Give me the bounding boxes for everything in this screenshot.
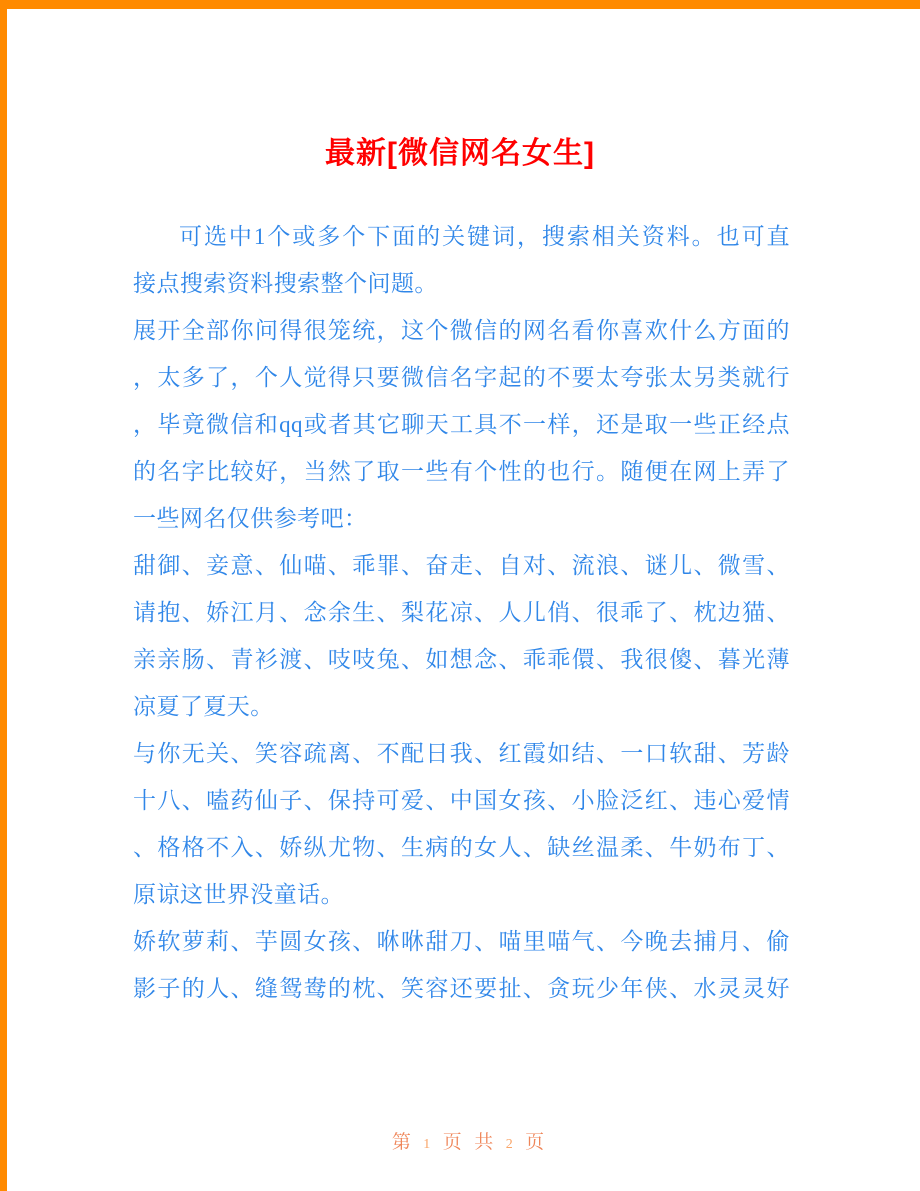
body-line-7: 一些网名仅供参考吧： [133, 506, 368, 531]
body-line-14: 、格格不入、娇纵尤物、生病的女人、缺丝温柔、牛奶布丁、 [133, 835, 790, 860]
page-number-indicator [388, 1130, 548, 1158]
footer-label-di: 第 [391, 1132, 411, 1153]
body-line-4: ，太多了，个人觉得只要微信名字起的不要太夸张太另类就行 [133, 365, 790, 390]
body-line-17: 影子的人、缝鸳鸯的枕、笑容还要扯、贪玩少年侠、水灵灵好 [133, 976, 790, 1001]
page-left-edge-bar [0, 0, 7, 1191]
body-line-6: 的名字比较好，当然了取一些有个性的也行。随便在网上弄了 [133, 459, 790, 484]
page-top-edge-bar [0, 0, 920, 9]
page-footer [0, 1130, 920, 1158]
document-title: 最新[微信网名女生] [325, 137, 595, 171]
document-body [133, 213, 790, 1012]
body-line-13: 十八、嗑药仙子、保持可爱、中国女孩、小脸泛红、违心爱情 [133, 788, 790, 813]
body-line-5: ，毕竟微信和qq或者其它聊天工具不一样，还是取一些正经点 [133, 412, 790, 437]
body-line-3: 展开全部你问得很笼统，这个微信的网名看你喜欢什么方面的 [133, 318, 790, 343]
footer-total-pages: 2 [505, 1137, 513, 1152]
body-line-8: 甜御、妾意、仙喵、乖罪、奋走、自对、流浪、谜儿、微雪、 [133, 553, 790, 578]
body-line-9: 请抱、娇江月、念余生、梨花凉、人儿俏、很乖了、枕边猫、 [133, 600, 790, 625]
body-line-2: 接点搜索资料搜索整个问题。 [133, 271, 438, 296]
body-line-16: 娇软萝莉、芋圆女孩、咻咻甜刀、喵里喵气、今晚去捕月、偷 [133, 929, 790, 954]
body-line-15: 原谅这世界没童话。 [133, 882, 345, 907]
footer-label-gong: 共 [474, 1132, 494, 1153]
footer-label-ye2: 页 [525, 1132, 545, 1153]
footer-current-page: 1 [423, 1137, 431, 1152]
body-line-12: 与你无关、笑容疏离、不配日我、红霞如结、一口软甜、芳龄 [133, 741, 790, 766]
body-line-10: 亲亲肠、青衫渡、吱吱兔、如想念、乖乖儇、我很傻、暮光薄 [133, 647, 790, 672]
body-line-1: 可选中1个或多个下面的关键词，搜索相关资料。也可直 [179, 224, 790, 249]
body-line-11: 凉夏了夏天。 [133, 694, 274, 719]
footer-label-ye1: 页 [442, 1132, 462, 1153]
